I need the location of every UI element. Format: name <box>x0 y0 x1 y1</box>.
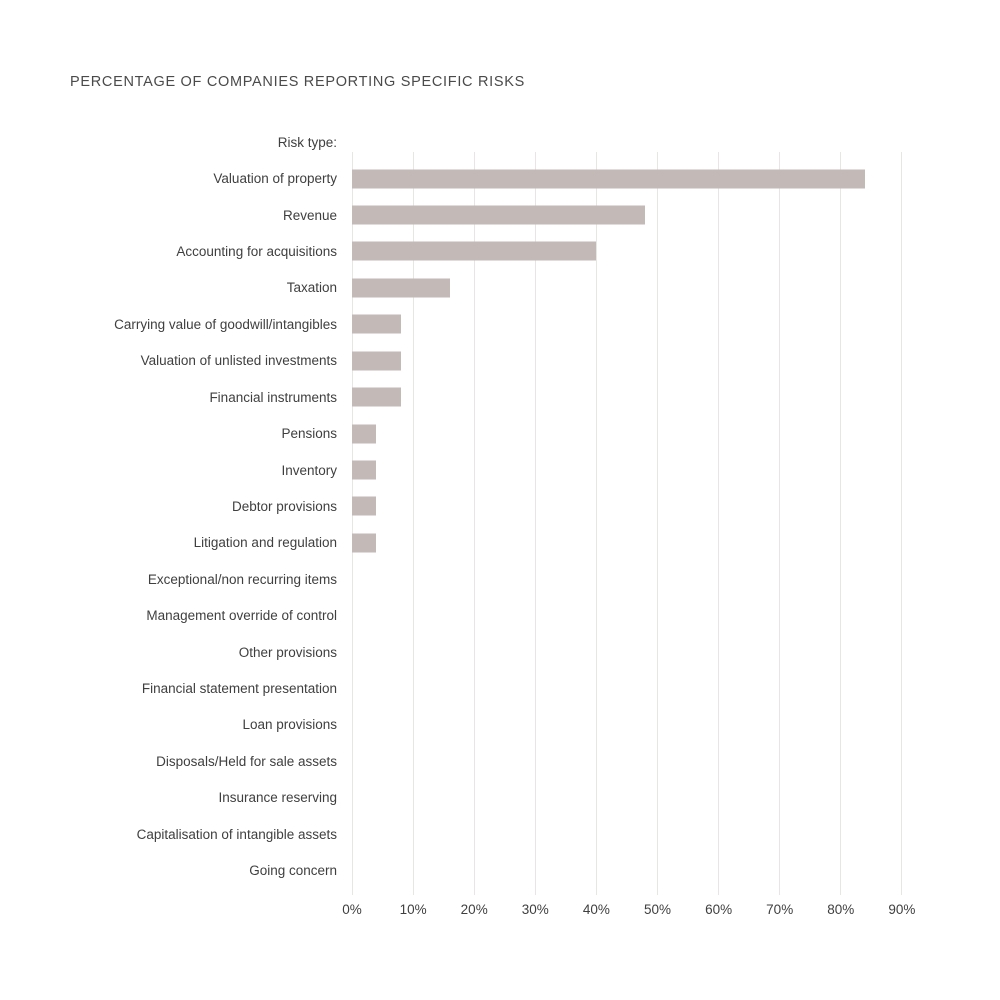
x-axis-tick-label: 20% <box>460 902 488 917</box>
chart-row <box>0 597 1000 633</box>
chart-row <box>0 525 1000 561</box>
chart-header-row <box>0 124 1000 160</box>
bar-track <box>352 343 1000 379</box>
risk-type-label: Risk type: <box>277 134 337 150</box>
bar <box>352 497 376 516</box>
chart-row <box>0 379 1000 415</box>
chart-row <box>0 233 1000 269</box>
category-label: Taxation <box>286 280 337 296</box>
chart-row <box>0 634 1000 670</box>
bar-track <box>352 233 1000 269</box>
chart-row <box>0 415 1000 451</box>
bar-track <box>352 306 1000 342</box>
category-label: Exceptional/non recurring items <box>147 571 337 587</box>
bar-track <box>352 270 1000 306</box>
x-axis-tick-label: 10% <box>399 902 427 917</box>
bar <box>352 315 401 334</box>
bar <box>352 533 376 552</box>
bar-track <box>352 634 1000 670</box>
category-label: Insurance reserving <box>218 790 337 806</box>
bar-track <box>352 124 1000 160</box>
bar <box>352 351 401 370</box>
x-axis-tick-label: 0% <box>342 902 362 917</box>
category-label: Management override of control <box>146 608 337 624</box>
chart-row <box>0 743 1000 779</box>
category-label: Capitalisation of intangible assets <box>136 826 337 842</box>
x-axis-tick-label: 60% <box>705 902 733 917</box>
x-axis-tick-label: 90% <box>888 902 916 917</box>
bar-track <box>352 160 1000 196</box>
chart-row <box>0 670 1000 706</box>
bar-track <box>352 816 1000 852</box>
chart-row <box>0 197 1000 233</box>
chart-row <box>0 561 1000 597</box>
chart-row <box>0 306 1000 342</box>
bar-track <box>352 780 1000 816</box>
bar-track <box>352 707 1000 743</box>
category-label: Carrying value of goodwill/intangibles <box>114 316 337 332</box>
category-label: Revenue <box>282 207 337 223</box>
bar-track <box>352 743 1000 779</box>
chart-row <box>0 852 1000 888</box>
bar-track <box>352 561 1000 597</box>
category-label: Disposals/Held for sale assets <box>156 753 337 769</box>
category-label: Valuation of unlisted investments <box>140 353 337 369</box>
chart-row <box>0 816 1000 852</box>
chart-row <box>0 270 1000 306</box>
x-axis-tick-label: 30% <box>521 902 549 917</box>
chart-row <box>0 452 1000 488</box>
bar-track <box>352 379 1000 415</box>
category-label: Loan provisions <box>242 717 337 733</box>
chart-row <box>0 160 1000 196</box>
bar <box>352 388 401 407</box>
bar-track <box>352 670 1000 706</box>
bar-track <box>352 452 1000 488</box>
bar <box>352 424 376 443</box>
bar <box>352 278 450 297</box>
bar-track <box>352 852 1000 888</box>
category-label: Debtor provisions <box>231 498 337 514</box>
bar-track <box>352 197 1000 233</box>
x-axis-tick-label: 70% <box>766 902 794 917</box>
bar-track <box>352 525 1000 561</box>
x-axis-tick-label: 80% <box>827 902 855 917</box>
bar <box>352 169 865 188</box>
category-label: Inventory <box>281 462 337 478</box>
category-label: Other provisions <box>238 644 337 660</box>
category-label: Litigation and regulation <box>193 535 337 551</box>
category-label: Pensions <box>281 426 337 442</box>
category-label: Financial statement presentation <box>141 681 337 697</box>
category-label: Valuation of property <box>213 171 337 187</box>
category-label: Financial instruments <box>209 389 337 405</box>
category-label: Going concern <box>249 863 337 879</box>
bar <box>352 206 645 225</box>
bar <box>352 461 376 480</box>
chart-title: PERCENTAGE OF COMPANIES REPORTING SPECIFIC RISKS <box>70 74 525 90</box>
bar-chart <box>0 124 1000 934</box>
x-axis-tick-label: 40% <box>582 902 610 917</box>
category-label: Accounting for acquisitions <box>176 243 337 259</box>
bar <box>352 242 596 261</box>
chart-row <box>0 488 1000 524</box>
chart-rows <box>0 124 1000 889</box>
bar-track <box>352 488 1000 524</box>
chart-row <box>0 780 1000 816</box>
bar-track <box>352 415 1000 451</box>
chart-row <box>0 343 1000 379</box>
x-axis <box>342 902 963 922</box>
x-axis-tick-label: 50% <box>643 902 672 917</box>
bar-track <box>352 597 1000 633</box>
chart-row <box>0 707 1000 743</box>
